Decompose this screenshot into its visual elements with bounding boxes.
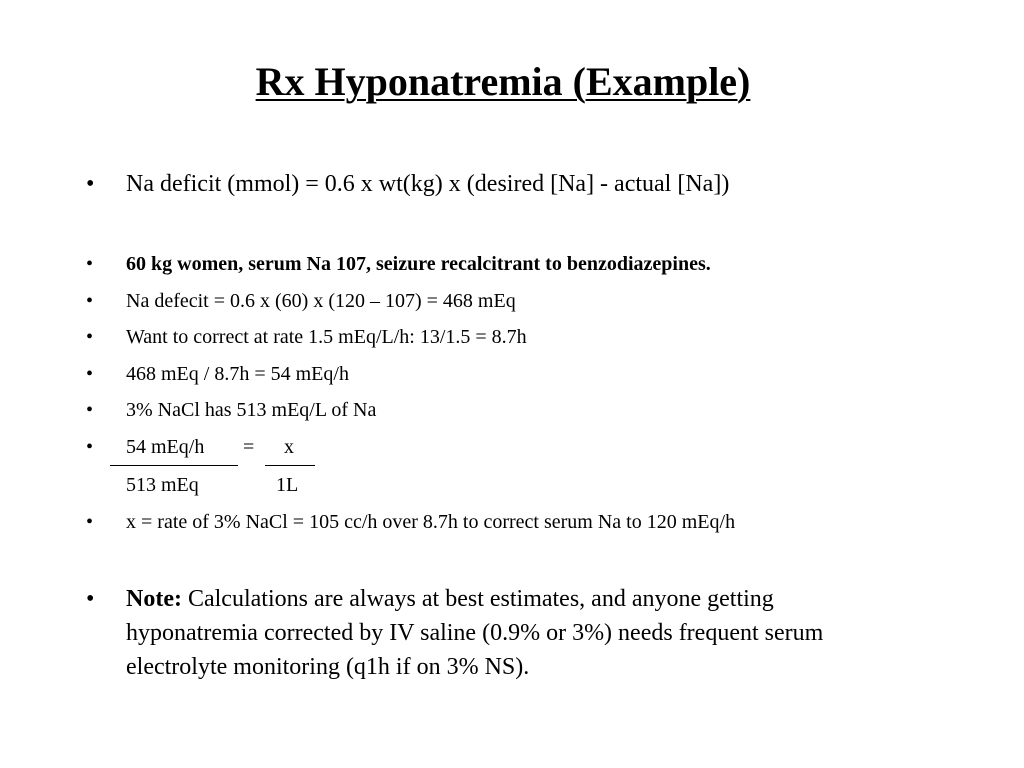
- bullet-icon: •: [86, 290, 94, 312]
- bullet-icon: •: [86, 363, 94, 385]
- step-text: 3% NaCl has 513 mEq/L of Na: [126, 399, 377, 421]
- bullet-icon: •: [86, 436, 94, 458]
- bullet-icon: •: [86, 586, 95, 612]
- bullet-icon: •: [86, 326, 94, 348]
- bullet-icon: •: [86, 511, 94, 533]
- formula-text: Na deficit (mmol) = 0.6 x wt(kg) x (desired [Na] - actual [Na]): [126, 171, 730, 197]
- fraction-bar-left: [110, 465, 238, 466]
- case-text: 60 kg women, serum Na 107, seizure recalcitrant to benzodiazepines.: [126, 253, 711, 275]
- bullet-icon: •: [86, 399, 94, 421]
- result-text: x = rate of 3% NaCl = 105 cc/h over 8.7h to correct serum Na to 120 mEq/h: [126, 511, 736, 533]
- step-text: Na defecit = 0.6 x (60) x (120 – 107) = 468 mEq: [126, 290, 516, 312]
- fraction-bar-right: [265, 465, 315, 466]
- bullet-icon: •: [86, 171, 95, 197]
- proportion-equals: =: [243, 436, 255, 458]
- proportion-right-denominator: 1L: [276, 474, 299, 496]
- note-label: Note:: [126, 586, 182, 612]
- note-text: Calculations are always at best estimates, and anyone getting hyponatremia corrected by IV saline (0.9% or 3%) needs frequent serum electrolyte monitoring (q1h if on 3% NS).: [126, 586, 824, 680]
- step-text: Want to correct at rate 1.5 mEq/L/h: 13/1.5 = 8.7h: [126, 326, 527, 348]
- proportion-right-numerator: x: [284, 436, 294, 458]
- note-paragraph: [126, 582, 906, 684]
- proportion-left-numerator: 54 mEq/h: [126, 436, 205, 458]
- slide-title: Rx Hyponatremia (Example): [255, 59, 751, 104]
- proportion-left-denominator: 513 mEq: [126, 474, 199, 496]
- step-text: 468 mEq / 8.7h = 54 mEq/h: [126, 363, 349, 385]
- bullet-icon: •: [86, 253, 94, 275]
